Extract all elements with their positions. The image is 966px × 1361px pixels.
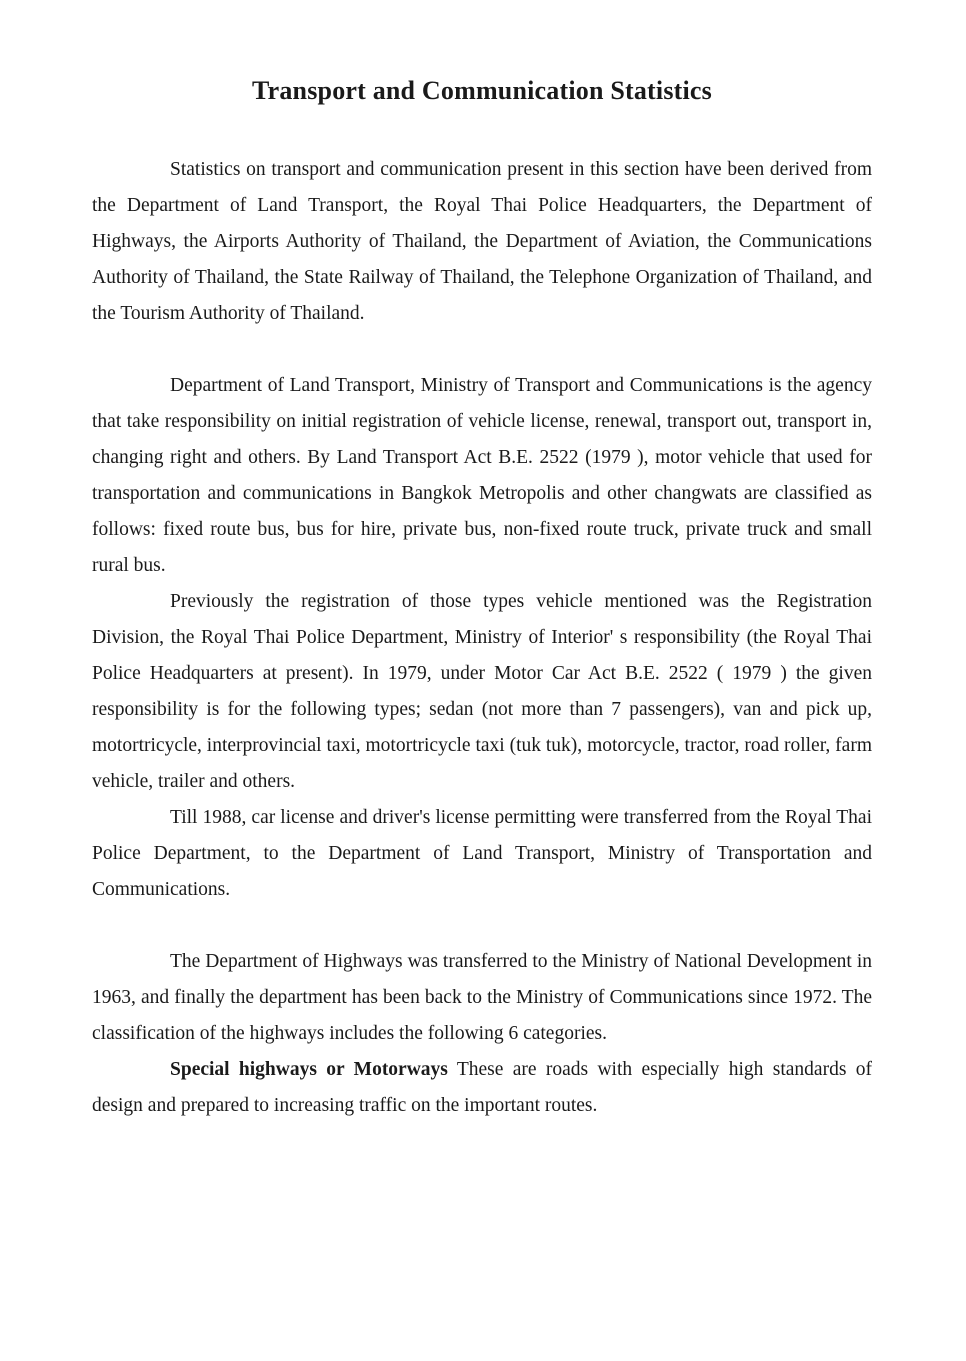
paragraph-highways: The Department of Highways was transferred to the Ministry of National Development in 1963, and finally the department has been back to the Ministry of Communications since 1972. The classification of the highways includes the following 6 categories. bbox=[92, 951, 872, 1044]
paragraph-sources: Statistics on transport and communication present in this section have been derived from the Department of Land Transport, the Royal Thai Police Headquarters, the Department of Highways, the Airports Authority of Thailand, the Department of Aviation, the Communications Authority of Thailand, the State Railway of Thailand, the Telephone Organization of Thailand, and the Tourism Authority of Thailand. bbox=[92, 159, 872, 324]
paragraph-land-transport: Department of Land Transport, Ministry of Transport and Communications is the agency that take responsibility on initial registration of vehicle license, renewal, transport out, transport in, changing right and others. By Land Transport Act B.E. 2522 (1979 ), motor vehicle that used for transportation and communications in Bangkok Metropolis and other changwats are classified as follows: fixed route bus, bus for hire, private bus, non-fixed route truck, private truck and small rural bus. bbox=[92, 375, 872, 576]
paragraph-motorways bbox=[92, 1052, 872, 1124]
motorways-lead: Special highways or Motorways bbox=[170, 1059, 448, 1080]
motorways-body: These are roads with especially high standards of design and prepared to increasing traffic on the important routes. bbox=[92, 1059, 872, 1116]
document-page bbox=[92, 76, 872, 1124]
page-title: Transport and Communication Statistics bbox=[252, 76, 712, 105]
paragraph-previous-registration: Previously the registration of those types vehicle mentioned was the Registration Division, the Royal Thai Police Department, Ministry of Interior' s responsibility (the Royal Thai Police Headquarters at present). In 1979, under Motor Car Act B.E. 2522 ( 1979 ) the given responsibility is for the following types; sedan (not more than 7 passengers), van and pick up, motortricycle, interprovincial taxi, motortricycle taxi (tuk tuk), motorcycle, tractor, road roller, farm vehicle, trailer and others. bbox=[92, 591, 872, 792]
paragraph-license-transfer: Till 1988, car license and driver's license permitting were transferred from the Royal Thai Police Department, to the Department of Land Transport, Ministry of Transportation and Communications. bbox=[92, 807, 872, 900]
